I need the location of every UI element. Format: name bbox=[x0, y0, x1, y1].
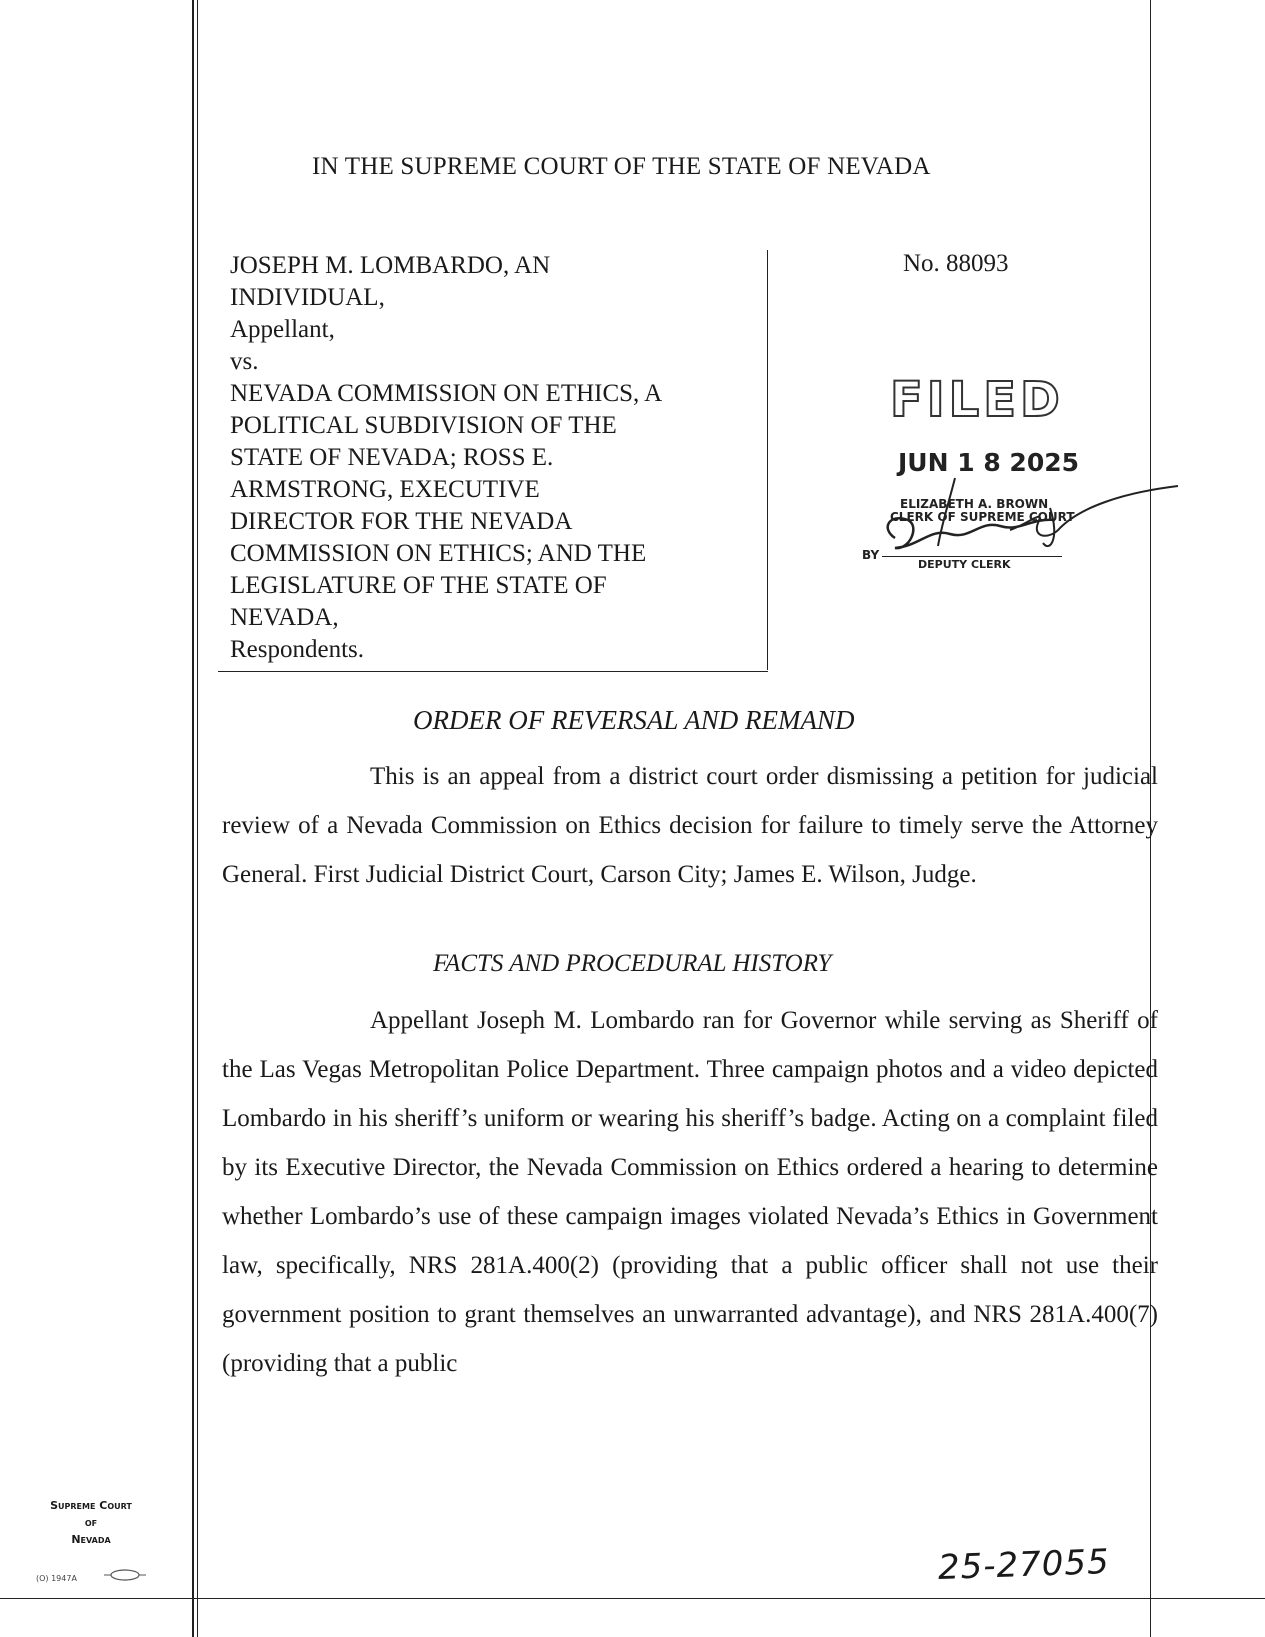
left-margin-rule-inner bbox=[197, 0, 198, 1637]
clerk-signature bbox=[860, 468, 1180, 578]
respondent-name-line: COMMISSION ON ETHICS; AND THE bbox=[230, 540, 647, 567]
respondent-role: Respondents. bbox=[230, 636, 365, 663]
case-caption bbox=[230, 250, 760, 666]
appellant-name-line: JOSEPH M. LOMBARDO, AN bbox=[230, 252, 551, 279]
clerk-name: ELIZABETH A. BROWN bbox=[900, 497, 1049, 511]
seal-icon bbox=[102, 1568, 148, 1582]
intro-paragraph: This is an appeal from a district court order dismissing a petition for judicial review of a Nevada Commission on Ethics decision for failure to timely serve the Attorney General. First Judicial District Court, Carson City; James E. Wilson, Judge. bbox=[222, 763, 1158, 888]
court-footer-line: Supreme Court bbox=[50, 1499, 132, 1512]
facts-paragraph: Appellant Joseph M. Lombardo ran for Governor while serving as Sheriff of the Las Vegas Metropolitan Police Department. Three campaign photos and a video depicted Lombardo in his sheriff’s uniform or wearing his sheriff’s badge. Acting on a complaint filed by its Executive Director, the Nevada Commission on Ethics ordered a hearing to determine whether Lombardo’s use of these campaign images violated Nevada’s Ethics in Government law, specifically, NRS 281A.400(2) (providing that a public officer shall not use their government position to grant themselves an unwarranted advantage), and NRS 281A.400(7) (providing that a public bbox=[222, 1007, 1158, 1377]
appellant-name-line: INDIVIDUAL, bbox=[230, 284, 385, 311]
stamp-by: BY bbox=[862, 548, 880, 562]
respondent-name-line: POLITICAL SUBDIVISION OF THE bbox=[230, 412, 617, 439]
respondent-name-line: DIRECTOR FOR THE NEVADA bbox=[230, 508, 573, 535]
form-code: (O) 1947A bbox=[36, 1574, 77, 1583]
clerk-title: CLERK OF SUPREME COURT bbox=[890, 510, 1075, 524]
handwritten-filing-number: 25-27055 bbox=[937, 1542, 1111, 1588]
facts-heading: FACTS AND PROCEDURAL HISTORY bbox=[433, 950, 832, 977]
bottom-rule bbox=[0, 1598, 1265, 1599]
docket-number: No. 88093 bbox=[903, 250, 1009, 277]
deputy-clerk-label: DEPUTY CLERK bbox=[918, 558, 1011, 571]
respondent-name-line: NEVADA, bbox=[230, 604, 339, 631]
caption-underline bbox=[218, 671, 768, 672]
court-footer-line: Nevada bbox=[71, 1533, 111, 1546]
left-margin-rule bbox=[192, 0, 194, 1637]
appellant-role: Appellant, bbox=[230, 316, 335, 343]
versus: vs. bbox=[230, 348, 259, 375]
order-title: ORDER OF REVERSAL AND REMAND bbox=[413, 705, 855, 735]
filed-stamp: FILED bbox=[890, 372, 1064, 428]
respondent-name-line: STATE OF NEVADA; ROSS E. bbox=[230, 444, 554, 471]
court-title: IN THE SUPREME COURT OF THE STATE OF NEVADA bbox=[312, 153, 931, 180]
caption-divider bbox=[767, 250, 768, 670]
respondent-name-line: ARMSTRONG, EXECUTIVE bbox=[230, 476, 540, 503]
filed-date: JUN 1 8 2025 bbox=[898, 448, 1080, 477]
respondent-name-line: NEVADA COMMISSION ON ETHICS, A bbox=[230, 380, 663, 407]
court-footer-label bbox=[36, 1497, 146, 1548]
court-footer-line: of bbox=[84, 1516, 98, 1529]
respondent-name-line: LEGISLATURE OF THE STATE OF bbox=[230, 572, 607, 599]
